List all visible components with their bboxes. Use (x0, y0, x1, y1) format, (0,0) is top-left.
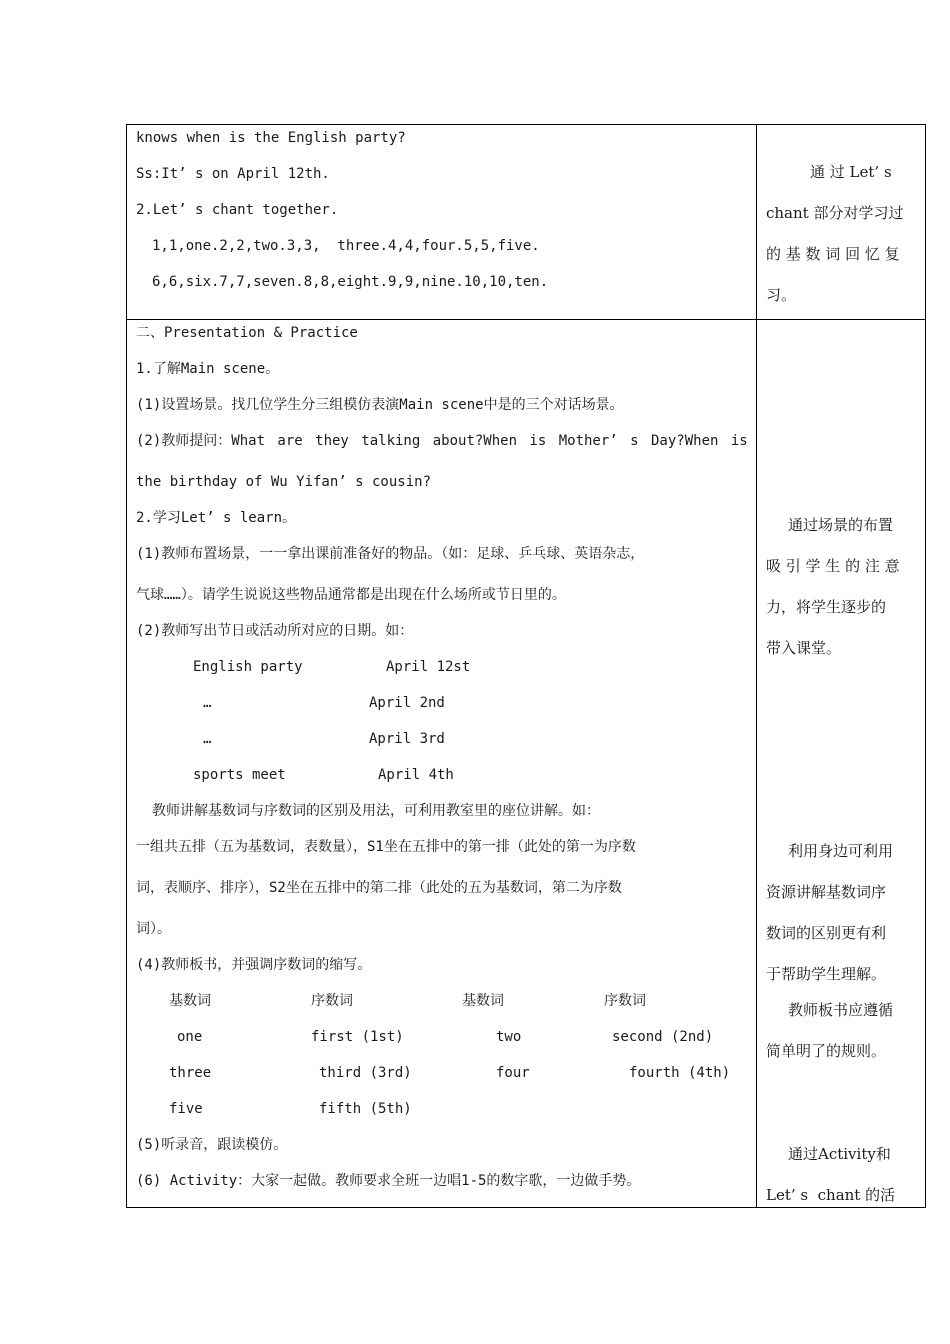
warmup-line: knows when is the English party? (136, 130, 406, 146)
note-line: 利用身边可利用 (788, 842, 894, 860)
explanation-line: 一组共五排（五为基数词，表数量），S1坐在五排中的第一排（此处的第一为序数 (136, 839, 636, 855)
note-line: 习。 (766, 286, 797, 304)
note-line: 通过场景的布置 (788, 516, 894, 534)
event-name: … (203, 731, 212, 747)
note-line: 数词的区别更有利 (766, 924, 887, 942)
board-cell: fifth (5th) (319, 1101, 412, 1117)
note-line: 通过Activity和 (788, 1145, 891, 1163)
step-line: (4)教师板书，并强调序数词的缩写。 (136, 957, 372, 973)
chant-line: 1,1,one.2,2,two.3,3, three.4,4,four.5,5,five. (152, 238, 540, 254)
note-line: 吸 引 学 生 的 注 意 (766, 557, 900, 575)
board-header: 序数词 (311, 993, 353, 1009)
board-cell: first (1st) (311, 1029, 404, 1045)
step-line: (5)听录音，跟读模仿。 (136, 1137, 288, 1153)
warmup-line: Ss:It’ s on April 12th. (136, 166, 330, 182)
board-header: 基数词 (169, 993, 211, 1009)
note-line: 力，将学生逐步的 (766, 598, 887, 616)
step-line: (1)设置场景。找几位学生分三组模仿表演Main scene中是的三个对话场景。 (136, 397, 624, 413)
explanation-line: 教师讲解基数词与序数词的区别及用法，可利用教室里的座位讲解。如： (152, 803, 600, 819)
board-cell: five (169, 1101, 203, 1117)
step-line: (6) Activity：大家一起做。教师要求全班一边唱1-5的数字歌，一边做手势。 (136, 1173, 641, 1189)
board-header: 基数词 (462, 993, 504, 1009)
board-header: 序数词 (604, 993, 646, 1009)
board-cell: two (496, 1029, 522, 1045)
step-title: 1.了解Main scene。 (136, 361, 280, 377)
note-line: 资源讲解基数词序 (766, 883, 887, 901)
chant-line: 6,6,six.7,7,seven.8,8,eight.9,9,nine.10,10,ten. (152, 274, 549, 290)
row-divider (126, 319, 925, 320)
column-divider (756, 124, 757, 1207)
board-cell: four (496, 1065, 530, 1081)
event-date: April 4th (378, 767, 454, 783)
step-line: (1)教师布置场景，一一拿出课前准备好的物品。（如：足球、乒乓球、英语杂志， (136, 546, 645, 562)
event-name: English party (193, 659, 303, 675)
step-line: (2)教师写出节日或活动所对应的日期。如： (136, 623, 414, 639)
explanation-line: 词，表顺序、排序），S2坐在五排中的第二排（此处的五为基数词，第二为序数 (136, 880, 622, 896)
event-name: … (203, 695, 212, 711)
board-cell: three (169, 1065, 212, 1081)
note-line: 带入课堂。 (766, 639, 842, 657)
event-date: April 2nd (369, 695, 445, 711)
note-line: 于帮助学生理解。 (766, 965, 887, 983)
event-date: April 12st (386, 659, 471, 675)
step-line: the birthday of Wu Yifan’ s cousin? (136, 474, 432, 490)
event-name: sports meet (193, 767, 286, 783)
board-cell: fourth (4th) (629, 1065, 731, 1081)
board-cell: second (2nd) (612, 1029, 714, 1045)
note-line: 教师板书应遵循 (788, 1001, 894, 1019)
note-line: 简单明了的规则。 (766, 1042, 887, 1060)
note-line: 的 基 数 词 回 忆 复 (766, 245, 900, 263)
section-heading: 二、Presentation & Practice (136, 325, 358, 341)
note-line: chant 部分对学习过 (766, 204, 904, 222)
note-line: 通 过 Let’ s (810, 163, 892, 181)
warmup-line: 2.Let’ s chant together. (136, 202, 339, 218)
board-cell: third (3rd) (319, 1065, 412, 1081)
event-date: April 3rd (369, 731, 445, 747)
step-title: 2.学习Let’ s learn。 (136, 510, 297, 526)
explanation-line: 词）。 (136, 921, 171, 937)
step-line: 气球……）。请学生说说这些物品通常都是出现在什么场所或节日里的。 (136, 587, 566, 603)
board-cell: one (177, 1029, 203, 1045)
step-line: (2)教师提问：What are they talking about?When is Mother’ s Day?When is (136, 433, 748, 449)
note-line: Let’ s chant 的活 (766, 1186, 896, 1204)
